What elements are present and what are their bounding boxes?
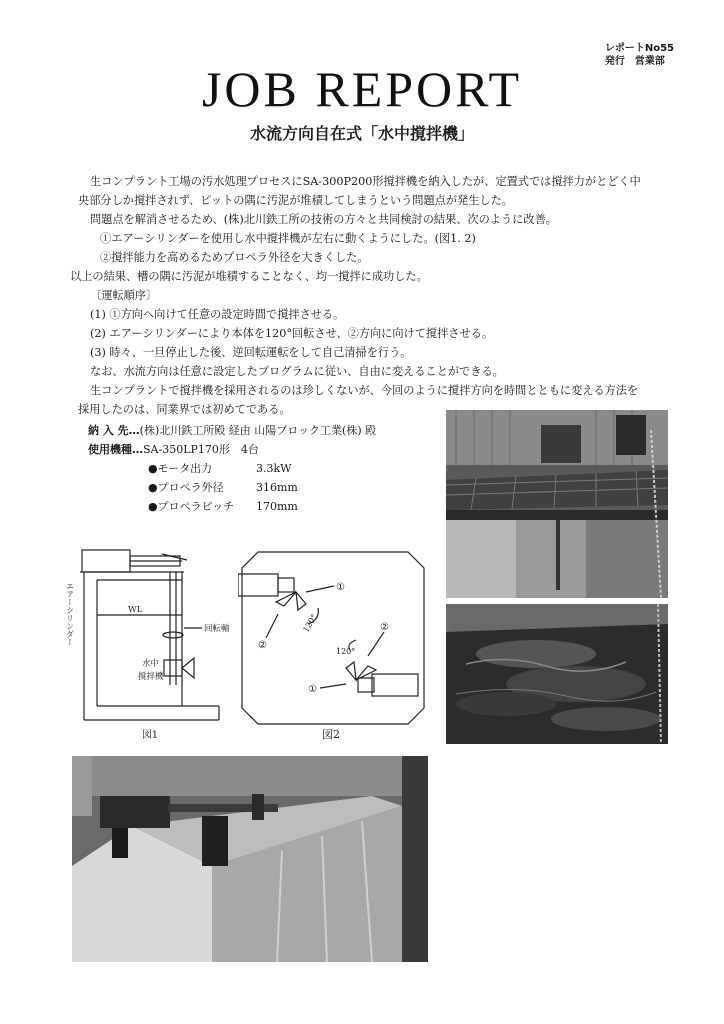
body-line: ②撹拌能力を高めるためプロペラ外径を大きくした。	[100, 251, 369, 264]
model-value: SA-350LP170形 4台	[143, 443, 259, 456]
page-title: JOB REPORT	[201, 61, 523, 117]
photo-pit-grating	[446, 410, 668, 598]
fig2-dir2-b: ②	[380, 622, 389, 633]
photo-mixer-installation	[72, 756, 428, 962]
model-label: 使用機種…	[88, 443, 143, 456]
body-line: 採用したのは、同業界では初めてである。	[78, 403, 291, 416]
photo-water-surface-image	[446, 604, 668, 744]
figure-1-diagram	[62, 540, 238, 740]
spec-item-label: ●プロペラ外径	[148, 481, 224, 494]
fig1-label-mixer-2: 撹拌機	[138, 672, 164, 682]
fig2-dir2-a: ②	[258, 640, 267, 651]
report-issuer: 発行 営業部	[604, 56, 665, 67]
body-line: (2) エアーシリンダーにより本体を120°回転させ、②方向に向けて撹拌させる。	[90, 327, 494, 340]
spec-item-value: 316mm	[256, 481, 298, 494]
fig2-angle-b: 120°	[336, 647, 356, 656]
photo-water-surface	[446, 604, 668, 744]
body-line: 生コンプラント工場の汚水処理プロセスにSA-300P200形撹拌機を納入したが、定置式では撹拌力がとどく中	[90, 175, 641, 188]
body-line: ①エアーシリンダーを使用し水中撹拌機が左右に動くようにした。(図1. 2)	[100, 232, 476, 245]
body-line: 以上の結果、槽の隅に汚泥が堆積することなく、均一撹拌に成功した。	[70, 270, 428, 283]
fig1-caption: 図1	[141, 730, 159, 740]
delivery-label: 納 入 先…	[88, 424, 140, 437]
fig2-angle-a: 120°	[301, 612, 319, 634]
fig1-label-cylinder: エアーシリンダー	[65, 582, 75, 646]
fig1-label-mixer-1: 水中	[142, 659, 160, 669]
figure-2-diagram	[238, 548, 434, 740]
body-line: なお、水流方向は任意に設定したプログラムに従い、自由に変えることができる。	[90, 365, 504, 378]
body-line: 問題点を解消させるため、(株)北川鉄工所の技術の方々と共同検討の結果、次のように改善。	[90, 213, 557, 226]
spec-item-label: ●プロペラピッチ	[148, 500, 235, 513]
spec-block	[88, 421, 376, 516]
body-line: 生コンプラントで撹拌機を採用されるのは珍しくないが、今回のように撹拌方向を時間とともに変える方法を	[90, 384, 639, 397]
body-line: (3) 時々、一旦停止した後、逆回転運転をして自己清掃を行う。	[90, 346, 412, 359]
figure-2	[238, 548, 434, 740]
report-number: レポートNo55	[604, 43, 674, 54]
fig1-label-wl: WL	[128, 605, 143, 615]
photo-mixer-installation-image	[72, 756, 428, 962]
page-subtitle: 水流方向自在式「水中撹拌機」	[249, 124, 474, 143]
spec-item-value: 170mm	[256, 500, 298, 513]
fig2-dir1-a: ①	[336, 582, 345, 593]
body-line: (1) ①方向へ向けて任意の設定時間で撹拌させる。	[90, 308, 345, 321]
delivery-value: (株)北川鉄工所殿 経由 山陽ブロック工業(株) 殿	[139, 424, 377, 437]
fig1-label-shaft: 回転軸	[204, 624, 230, 634]
body-line: 央部分しか撹拌されず、ピットの隅に汚泥が堆積してしまうという問題点が発生した。	[78, 194, 513, 207]
photo-pit-grating-image	[446, 410, 668, 598]
figure-1	[62, 540, 238, 740]
fig2-dir1-b: ①	[308, 684, 317, 695]
body-line: 〔運転順序〕	[90, 289, 158, 302]
report-body	[70, 172, 678, 419]
fig2-caption: 図2	[322, 728, 340, 741]
spec-item-label: ●モータ出力	[148, 462, 213, 475]
spec-item-value: 3.3kW	[256, 462, 292, 475]
